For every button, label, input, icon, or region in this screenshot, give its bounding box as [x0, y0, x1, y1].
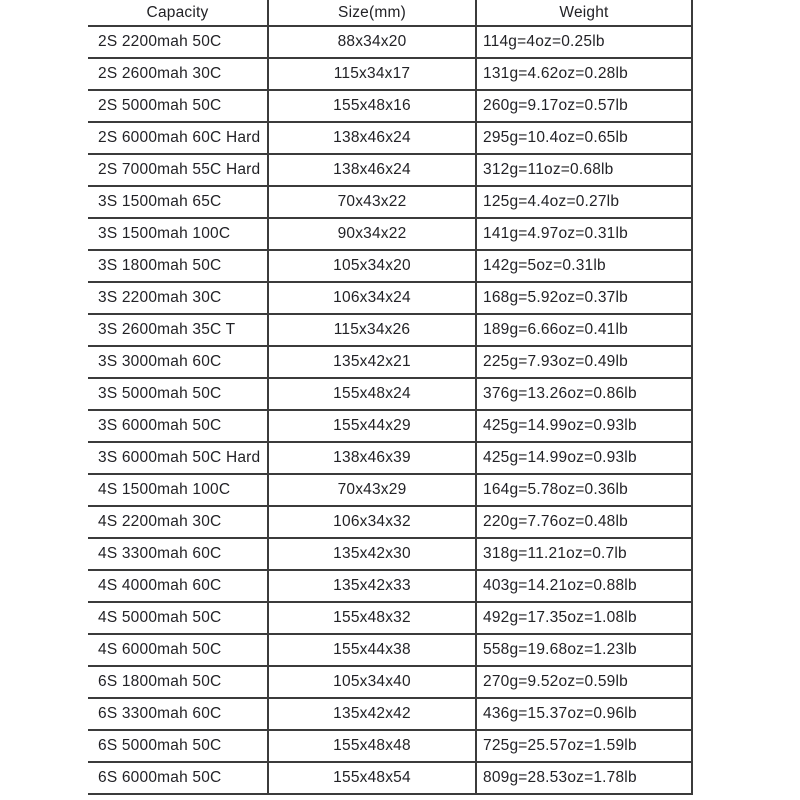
size-cell: 155x44x29	[268, 410, 476, 442]
size-cell: 70x43x29	[268, 474, 476, 506]
weight-cell: 142g=5oz=0.31lb	[476, 250, 692, 282]
capacity-cell: 4S 6000mah 50C	[88, 634, 268, 666]
table-row	[88, 26, 692, 58]
weight-cell: 225g=7.93oz=0.49lb	[476, 346, 692, 378]
weight-cell: 558g=19.68oz=1.23lb	[476, 634, 692, 666]
capacity-cell: 4S 1500mah 100C	[88, 474, 268, 506]
table-row	[88, 666, 692, 698]
size-cell: 135x42x33	[268, 570, 476, 602]
capacity-cell: 3S 2600mah 35C T	[88, 314, 268, 346]
capacity-cell: 2S 2200mah 50C	[88, 26, 268, 58]
size-cell: 105x34x20	[268, 250, 476, 282]
capacity-cell: 2S 2600mah 30C	[88, 58, 268, 90]
capacity-cell: 6S 6000mah 50C	[88, 762, 268, 794]
table-row	[88, 634, 692, 666]
capacity-cell: 2S 6000mah 60C Hard	[88, 122, 268, 154]
weight-cell: 164g=5.78oz=0.36lb	[476, 474, 692, 506]
table-row	[88, 602, 692, 634]
header-row	[88, 0, 692, 26]
table-row	[88, 58, 692, 90]
capacity-cell: 6S 5000mah 50C	[88, 730, 268, 762]
table-row	[88, 154, 692, 186]
table-row	[88, 314, 692, 346]
size-cell: 155x48x24	[268, 378, 476, 410]
weight-cell: 436g=15.37oz=0.96lb	[476, 698, 692, 730]
table-row	[88, 570, 692, 602]
weight-cell: 809g=28.53oz=1.78lb	[476, 762, 692, 794]
table-row	[88, 730, 692, 762]
size-cell: 115x34x26	[268, 314, 476, 346]
capacity-cell: 4S 3300mah 60C	[88, 538, 268, 570]
battery-spec-table	[88, 0, 693, 795]
table-row	[88, 186, 692, 218]
weight-cell: 260g=9.17oz=0.57lb	[476, 90, 692, 122]
weight-cell: 295g=10.4oz=0.65lb	[476, 122, 692, 154]
weight-cell: 168g=5.92oz=0.37lb	[476, 282, 692, 314]
capacity-cell: 4S 4000mah 60C	[88, 570, 268, 602]
size-cell: 138x46x39	[268, 442, 476, 474]
weight-cell: 270g=9.52oz=0.59lb	[476, 666, 692, 698]
capacity-cell: 3S 1800mah 50C	[88, 250, 268, 282]
weight-cell: 220g=7.76oz=0.48lb	[476, 506, 692, 538]
size-cell: 155x48x54	[268, 762, 476, 794]
capacity-cell: 2S 5000mah 50C	[88, 90, 268, 122]
size-cell: 90x34x22	[268, 218, 476, 250]
size-cell: 138x46x24	[268, 154, 476, 186]
table-row	[88, 250, 692, 282]
size-cell: 115x34x17	[268, 58, 476, 90]
weight-cell: 141g=4.97oz=0.31lb	[476, 218, 692, 250]
size-cell: 138x46x24	[268, 122, 476, 154]
size-cell: 155x44x38	[268, 634, 476, 666]
weight-cell: 131g=4.62oz=0.28lb	[476, 58, 692, 90]
table-row	[88, 122, 692, 154]
size-cell: 88x34x20	[268, 26, 476, 58]
table-row	[88, 474, 692, 506]
weight-cell: 312g=11oz=0.68lb	[476, 154, 692, 186]
table-row	[88, 762, 692, 794]
weight-cell: 425g=14.99oz=0.93lb	[476, 410, 692, 442]
table-row	[88, 282, 692, 314]
capacity-cell: 3S 6000mah 50C Hard	[88, 442, 268, 474]
weight-cell: 425g=14.99oz=0.93lb	[476, 442, 692, 474]
table-row	[88, 218, 692, 250]
capacity-cell: 6S 3300mah 60C	[88, 698, 268, 730]
size-cell: 105x34x40	[268, 666, 476, 698]
weight-cell: 125g=4.4oz=0.27lb	[476, 186, 692, 218]
size-cell: 70x43x22	[268, 186, 476, 218]
column-header-capacity: Capacity	[88, 0, 268, 26]
capacity-cell: 2S 7000mah 55C Hard	[88, 154, 268, 186]
capacity-cell: 3S 1500mah 65C	[88, 186, 268, 218]
weight-cell: 492g=17.35oz=1.08lb	[476, 602, 692, 634]
weight-cell: 114g=4oz=0.25lb	[476, 26, 692, 58]
table-row	[88, 410, 692, 442]
table-row	[88, 698, 692, 730]
weight-cell: 725g=25.57oz=1.59lb	[476, 730, 692, 762]
table-row	[88, 538, 692, 570]
size-cell: 155x48x48	[268, 730, 476, 762]
weight-cell: 318g=11.21oz=0.7lb	[476, 538, 692, 570]
capacity-cell: 4S 5000mah 50C	[88, 602, 268, 634]
size-cell: 135x42x42	[268, 698, 476, 730]
capacity-cell: 3S 2200mah 30C	[88, 282, 268, 314]
capacity-cell: 3S 6000mah 50C	[88, 410, 268, 442]
size-cell: 106x34x24	[268, 282, 476, 314]
table-row	[88, 506, 692, 538]
table-row	[88, 442, 692, 474]
capacity-cell: 3S 5000mah 50C	[88, 378, 268, 410]
table-row	[88, 378, 692, 410]
weight-cell: 376g=13.26oz=0.86lb	[476, 378, 692, 410]
size-cell: 155x48x16	[268, 90, 476, 122]
size-cell: 155x48x32	[268, 602, 476, 634]
size-cell: 135x42x30	[268, 538, 476, 570]
capacity-cell: 4S 2200mah 30C	[88, 506, 268, 538]
column-header-size: Size(mm)	[268, 0, 476, 26]
table-row	[88, 346, 692, 378]
size-cell: 106x34x32	[268, 506, 476, 538]
weight-cell: 403g=14.21oz=0.88lb	[476, 570, 692, 602]
table-row	[88, 90, 692, 122]
weight-cell: 189g=6.66oz=0.41lb	[476, 314, 692, 346]
capacity-cell: 6S 1800mah 50C	[88, 666, 268, 698]
column-header-weight: Weight	[476, 0, 692, 26]
capacity-cell: 3S 1500mah 100C	[88, 218, 268, 250]
size-cell: 135x42x21	[268, 346, 476, 378]
capacity-cell: 3S 3000mah 60C	[88, 346, 268, 378]
